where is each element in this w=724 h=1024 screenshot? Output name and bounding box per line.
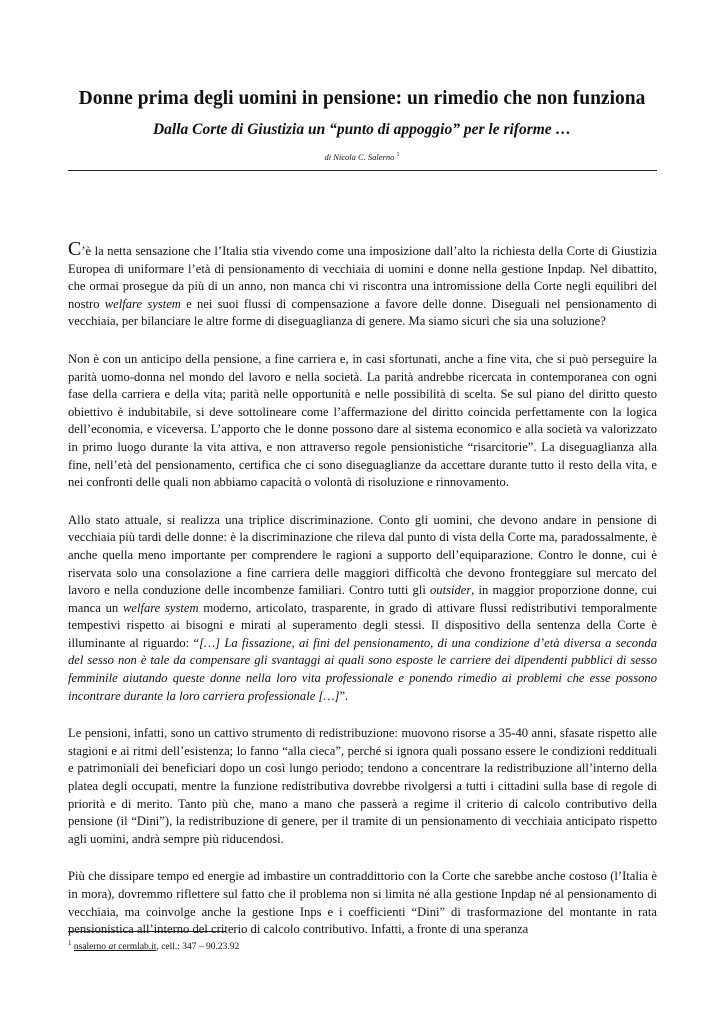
document-subtitle: Dalla Corte di Giustizia un “punto di appoggio” per le riforme … <box>152 121 572 138</box>
court-quote: […] La fissazione, ai fini del pensionamento, di una condizione d’età diversa a seconda del sesso non è tale da compensare gli svantaggi ai quali sono esposte le carriere dei dipendenti pubblici di sesso femminile aiutando queste donne nella loro vita professionale e ponendo rimedio ai problemi che esse possono incontrare durante la loro carriera professionale […] <box>68 635 657 703</box>
footnote-number: 1 <box>68 939 72 947</box>
footnote-phone: , cell.: 347 – 90.23.92 <box>156 942 240 953</box>
paragraph-1-text-a: ’è la netta sensazione che l’Italia stia vivendo come una imposizione dall’alto la richiesta della Corte di Giustizia Europea di uniformare l’età di pensionamento di vecchiaia di uomini e donne nella gestione Inpdap. Nel dibattito, che ormai prosegue da più di un anno, non manca chi vi riscontra una intromissione della Corte negli equilibri del nostro <box>68 244 657 311</box>
paragraph-3-text-b: , in maggior proporzione donne, cui manca un <box>68 583 657 615</box>
paragraph-3-text-c: moderno, articolato, trasparente, in grado di attivare flussi redistributivi temporalmente tempestivi rispetto ai bisogni e mirati al superamento degli stessi. Il dispositivo della sentenza della Corte è illuminante al riguardo: “ <box>68 600 657 650</box>
header-divider <box>68 170 657 171</box>
paragraph-4: Le pensioni, infatti, sono un cattivo strumento di redistribuzione: muovono risorse a 35-40 anni, sfasate rispetto alle stagioni e ai ritmi dell’esistenza; lo fanno “alla cieca”, perché si ignora quali possano essere le condizioni reddituali e patrimoniali dei beneficiari dopo un così lungo periodo; tendono a concentrare la redistribuzione all’interno della platea degli occupati, mentre la funzione redistributiva dovrebbe rivolgersi a tutti i cittadini sulla base di regole di priorità e di merito. Tanto più che, mano a mano che passerà a regime il criterio di calcolo contributivo della pensione (il “Dini”), la redistribuzione di genere, per il tramite di un pensionamento di vecchiaia anticipato rispetto agli uomini, andrà sempre più riducendosi. <box>68 726 657 846</box>
paragraph-3 <box>68 512 657 706</box>
footnote-divider <box>68 931 226 932</box>
footnote-email-link[interactable] <box>74 942 157 952</box>
email-domain: cermlab.it <box>118 942 157 953</box>
paragraph-3-text-d: ”. <box>339 688 349 703</box>
drop-cap: C <box>68 238 82 260</box>
paragraph-1-text-b: e nei suoi flussi di compensazione a favore delle donne. Diseguali nel pensionamento di vecchiaia, per bilanciare le altre forme di diseguaglianza di genere. Ma siamo sicuri che sia una soluzione? <box>68 296 657 329</box>
paragraph-3-text-a: Allo stato attuale, si realizza una triplice discriminazione. Conto gli uomini, che devono andare in pensione di vecchiaia più tardi delle donne: è la discriminazione che rileva dal punto di vista della Corte ma, paradossalmente, è anche quella meno importante per comprendere le ragioni a supporto dell’equiparazione. Contro le donne, cui è riservata solo una consolazione a fine carriera delle maggiori difficoltà che devono fronteggiare sul mercato del lavoro e nella conduzione delle incombenze familiari. Contro tutti gli <box>68 512 657 598</box>
paragraph-3-emphasis-welfare: welfare system <box>122 600 199 615</box>
paragraph-1-emphasis: welfare system <box>104 296 181 311</box>
article-body <box>68 238 657 959</box>
paragraph-2: Non è con un anticipo della pensione, a fine carriera e, in casi sfortunati, anche a fine vita, che si può perseguire la parità uomo-donna nel mondo del lavoro e nella società. La parità andrebbe ricercata in contemporanea con ogni fase della carriera e della vita; parità nelle opportunità e nelle possibilità di scelta. Se sul piano del diritto questo obiettivo è indubitabile, si deve sottolineare come l’affermazione del diritto coincida perfettamente con la logica dell’economia, e viceversa. L’apporto che le donne possono dare al sistema economico e alla società va valorizzato in primo luogo durante la vita attiva, e non attraverso regole pensionistiche “risarcitorie”. La diseguaglianza alla fine, nell’età del pensionamento, certifica che ci sono diseguaglianze da accettare durante tutto il resto della vita, e nei confronti delle quali non abbiamo capacità o volontà di risoluzione e rinnovamento. <box>68 351 657 490</box>
email-user: nsalerno <box>73 942 107 953</box>
author-line <box>0 152 724 162</box>
paragraph-3-emphasis-outsider: outsider <box>429 583 472 598</box>
document-title: Donne prima degli uomini in pensione: un rimedio che non funziona <box>78 88 646 109</box>
footnote-reference[interactable]: 1 <box>396 152 400 159</box>
author-name: di Nicola C. Salerno <box>324 152 395 162</box>
paragraph-5: Più che dissipare tempo ed energie ad imbastire un contraddittorio con la Corte che sarebbe anche costoso (l’Italia è in mora), dovremmo riflettere sul fatto che il problema non si limita né alla gestione Inpdap né al pensionamento di vecchiaia, ma coinvolge anche la gestione Inps e i coefficienti “Dini” di trasformazione del montante in rata pensionistica all’interno del criterio di calcolo contributivo. Infatti, a fronte di una speranza <box>68 869 657 937</box>
paragraph-1 <box>68 238 657 331</box>
footnote <box>68 939 239 952</box>
email-at: at <box>108 942 116 953</box>
